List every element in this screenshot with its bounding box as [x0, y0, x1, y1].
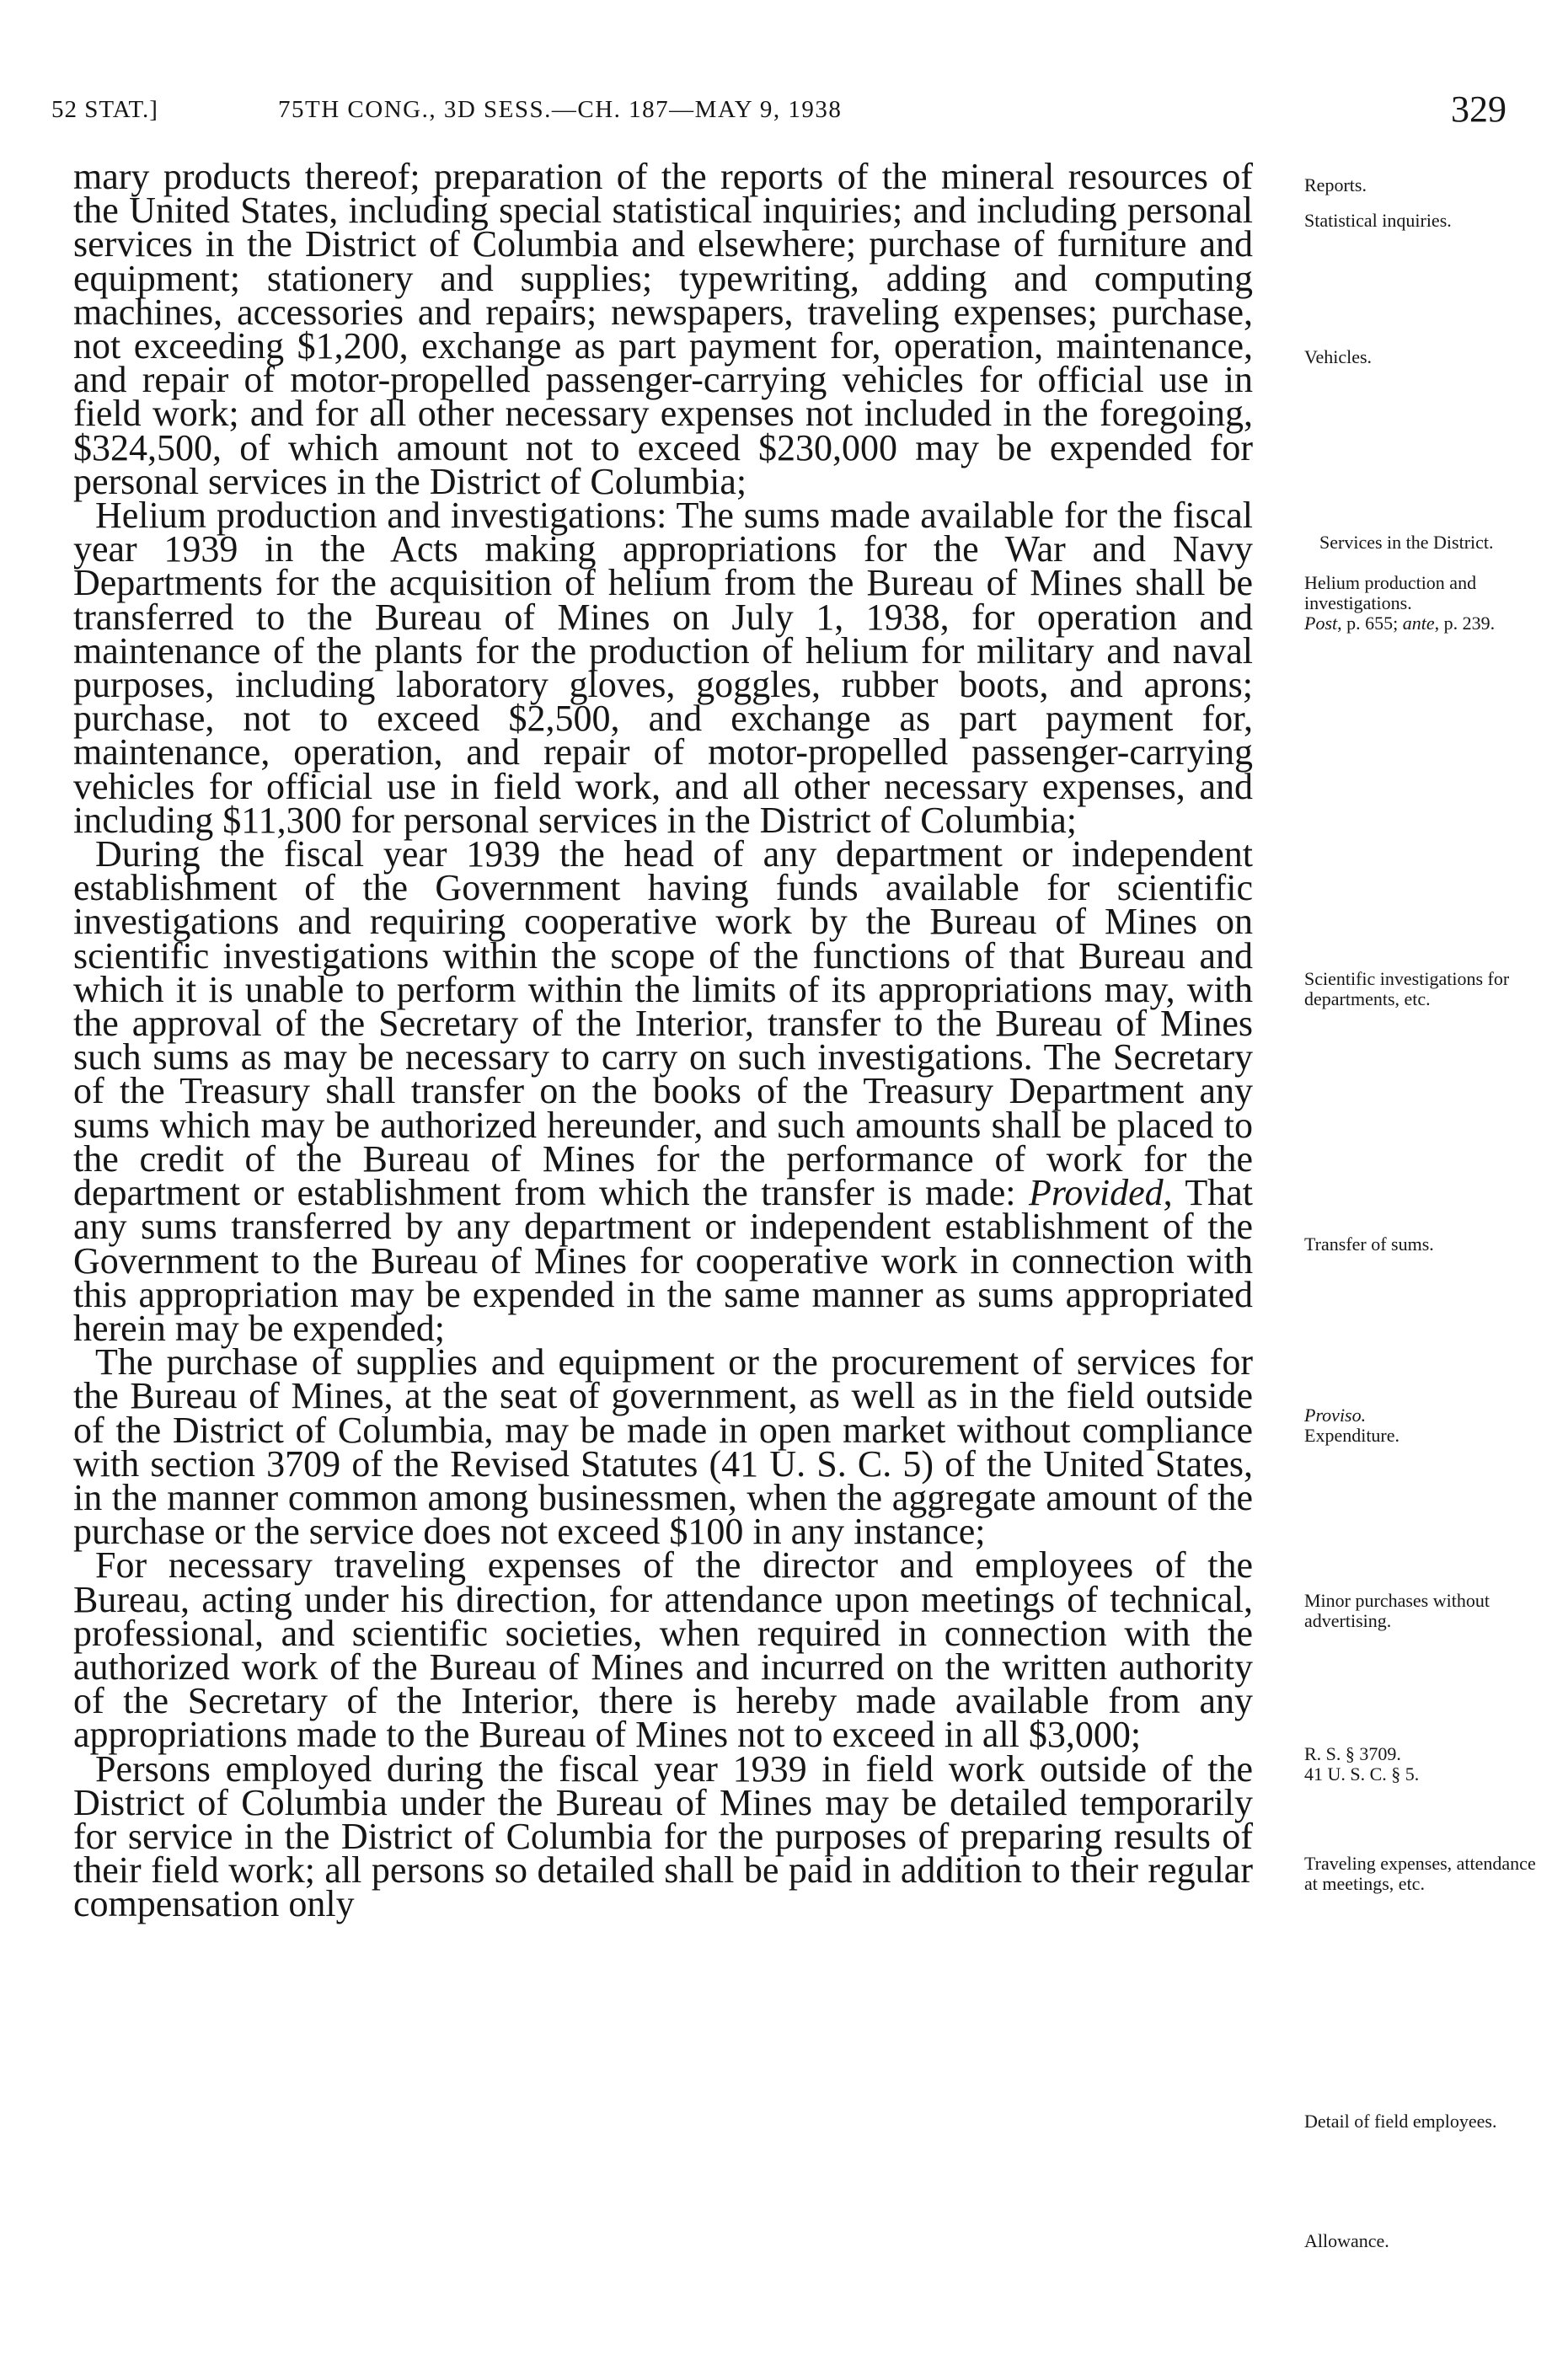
paragraph-field-employees: Persons employed during the fiscal year 1939 in field work outside of the District of Columbia under the Bureau of Mines may be detailed temporarily for service in the District of Columbia for the purposes of preparing results of their field work; all persons so detailed shall be paid in addition to their regular compensation only — [73, 1747, 1253, 1925]
revised-statutes-ref: R. S. § 3709. — [1304, 1743, 1401, 1764]
services-district-text: Services in the District. — [1319, 532, 1494, 553]
proviso-label — [1304, 1405, 1549, 1426]
margin-note-transfer-of-sums: Transfer of sums. — [1304, 1233, 1434, 1255]
running-head — [0, 88, 1568, 142]
margin-note-vehicles: Vehicles. — [1304, 346, 1373, 367]
session-chapter-heading: 75TH CONG., 3D SESS.—CH. 187—MAY 9, 1938 — [278, 96, 843, 123]
margin-note-services-district — [1304, 532, 1540, 553]
volume-reference: 52 STAT.] — [51, 96, 158, 123]
margin-note-proviso — [1304, 1405, 1549, 1446]
paragraph-helium: Helium production and investigations: The sums made available for the fiscal year 1939 in the Acts making appropriations for the War and Navy Departments for the acquisition of helium from the Bureau of Mines shall be transferred to the Bureau of Mines on July 1, 1938, for operation and maintenance of the plants for the production of helium for military and naval purposes, including laboratory gloves, goggles, rubber boots, and aprons; purchase, not to exceed $2,500, and exchange as part payment for, maintenance, operation, and repair of motor-propelled passenger-carrying vehicles for official use in field work, and all other necessary expenses, and including $11,300 for personal services in the District of Columbia; — [73, 495, 1253, 841]
paragraph-mineral-resources: mary products thereof; preparation of the reports of the mineral resources of the United States, including special statistical inquiries; and including personal services in the District of Columbia and elsewhere; purchase of furniture and equipment; stationery and supplies; typewriting, adding and computing machines, accessories and repairs; newspapers, traveling expenses; purchase, not exceeding $1,200, exchange as part payment for, operation, maintenance, and repair of motor-propelled passenger-carrying vehicles for official use in field work; and for all other necessary expenses not included in the foregoing, $324,500, of which amount not to exceed $230,000 may be expended for personal services in the District of Columbia; — [73, 156, 1253, 502]
margin-note-helium — [1304, 573, 1540, 634]
paragraph-scientific-investigations — [73, 833, 1253, 1349]
paragraph-traveling-expenses: For necessary traveling expenses of the director and employees of the Bureau, acting under his direction, for attendance upon meetings of technical, professional, and scientific societies, when required in connection with the authorized work of the Bureau of Mines and incurred on the written authority of the Secretary of the Interior, there is hereby made available from any appropriations made to the Bureau of Mines not to exceed in all $3,000; — [73, 1544, 1253, 1756]
ante-ref: ante — [1402, 613, 1435, 634]
scientific-text: During the fiscal year 1939 the head of any department or independent establishment of the Government having funds available for scientific investigations and requiring cooperative work by the Bureau of Mines on scientific investigations within the scope of the functions of that Bureau and which it is unable to perform within the limits of its appropriations may, with the approval of the Secretary of the Interior, transfer to the Bureau of Mines such sums as may be necessary to carry on such investigations. The Secretary of the Treasury shall transfer on the books of the Treasury Department any sums which may be authorized hereunder, and such amounts shall be placed to the credit of the Bureau of Mines for the performance of work for the department or establishment from which the transfer is made: — [73, 833, 1253, 1214]
helium-note-text: Helium production and investigations. — [1304, 572, 1477, 613]
margin-note-statistical-inquiries: Statistical inquiries. — [1304, 210, 1452, 231]
provided-keyword: Provided — [1029, 1172, 1164, 1214]
proviso-text: , That any sums transferred by any department or independent establishment of the Government to the Bureau of Mines for cooperative work in connection with this appropriation may be expended in the same manner as sums appropriated herein may be expended; — [73, 1172, 1253, 1349]
margin-note-statute-references — [1304, 1744, 1549, 1785]
margin-note-minor-purchases: Minor purchases without advertising. — [1304, 1590, 1490, 1631]
post-ref: Post — [1304, 613, 1338, 634]
margin-note-scientific-investigations: Scientific investigations for departments, etc. — [1304, 968, 1510, 1009]
margin-note-allowance: Allowance. — [1304, 2230, 1389, 2251]
margin-note-detail-field-employees: Detail of field employees. — [1304, 2111, 1497, 2132]
margin-note-traveling-expenses: Traveling expenses, attendance at meetings, etc. — [1304, 1853, 1536, 1894]
usc-ref: 41 U. S. C. § 5. — [1304, 1763, 1420, 1785]
page-number: 329 — [1451, 88, 1506, 130]
ante-ref-page: , p. 239. — [1434, 613, 1496, 634]
proviso-italic: Proviso. — [1304, 1405, 1367, 1426]
paragraph-minor-purchases: The purchase of supplies and equipment or the procurement of services for the Bureau of Mines, at the seat of government, as well as in the field outside of the District of Columbia, may be made in open market without compliance with section 3709 of the Revised Statutes (41 U. S. C. 5) of the United States, in the manner common among businessmen, when the aggregate amount of the purchase or the service does not exceed $100 in any instance; — [73, 1341, 1253, 1553]
margin-note-reports: Reports. — [1304, 174, 1367, 195]
helium-cross-reference — [1304, 613, 1540, 634]
body-text — [73, 156, 1253, 1925]
post-ref-page: , p. 655; — [1337, 613, 1403, 634]
expenditure-label: Expenditure. — [1304, 1425, 1400, 1446]
